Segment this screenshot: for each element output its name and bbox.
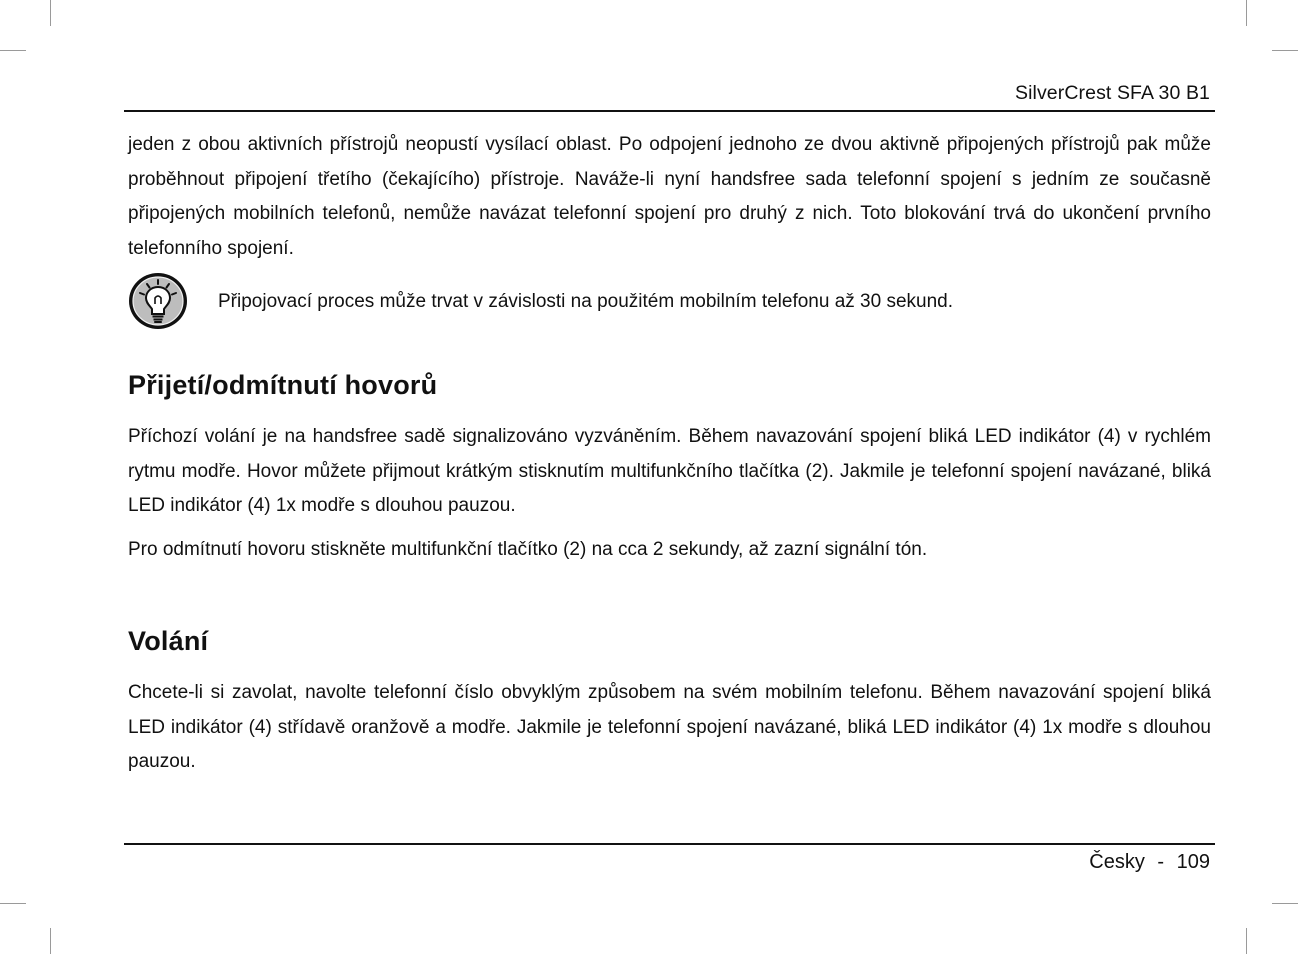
lightbulb-icon	[128, 272, 188, 330]
intro-paragraph-block	[128, 128, 1211, 266]
crop-mark	[1246, 0, 1247, 26]
accept-paragraph-1: Příchozí volání je na handsfree sadě signalizováno vyzváněním. Během navazování spojení bliká LED indikátor (4) v rychlém rytmu modře. Hovor můžete přijmout krátkým stisknutím multifunkčního tlačítka (2). Jakmile je telefonní spojení navázané, bliká LED indikátor (4) 1x modře s dlouhou pauzou.	[128, 426, 1211, 516]
call-paragraph-block	[128, 676, 1211, 780]
footer-rule	[124, 843, 1215, 845]
call-paragraph: Chcete-li si zavolat, navolte telefonní číslo obvyklým způsobem na svém mobilním telefonu. Během navazování spojení bliká LED indikátor (4) střídavě oranžově a modře. Jakmile je telefonní spojení navázané, bliká LED indikátor (4) 1x modře s dlouhou pauzou.	[128, 682, 1211, 772]
accept-paragraph-2: Pro odmítnutí hovoru stiskněte multifunkční tlačítko (2) na cca 2 sekundy, až zazní signální tón.	[128, 539, 928, 560]
page-footer	[1089, 851, 1210, 874]
crop-mark	[1272, 903, 1298, 904]
accept-paragraph-1-block	[128, 420, 1211, 524]
crop-mark	[50, 928, 51, 954]
crop-mark	[50, 0, 51, 26]
crop-mark	[1246, 928, 1247, 954]
section-heading-accept-reject: Přijetí/odmítnutí hovorů	[128, 370, 438, 400]
accept-paragraph-2-block	[128, 533, 1211, 568]
page-header-title: SilverCrest SFA 30 B1	[1014, 82, 1210, 104]
footer-separator: -	[1157, 851, 1165, 873]
header-rule	[124, 110, 1215, 112]
crop-mark	[0, 50, 26, 51]
intro-paragraph: jeden z obou aktivních přístrojů neopustí vysílací oblast. Po odpojení jednoho ze dvou aktivně připojených přístrojů pak může proběhnout připojení třetího (čekajícího) přístroje. Naváže-li nyní handsfree sada telefonní spojení s jedním ze současně připojených mobilních telefonů, nemůže navázat telefonní spojení pro druhý z nich. Toto blokování trvá do ukončení prvního telefonního spojení.	[128, 134, 1211, 259]
tip-text: Připojovací proces může trvat v závislosti na použitém mobilním telefonu až 30 sekund.	[218, 291, 954, 312]
tip-note	[128, 272, 1211, 332]
crop-mark	[1272, 50, 1298, 51]
section-heading-calling: Volání	[128, 626, 209, 656]
footer-language: Česky	[1089, 851, 1145, 873]
crop-mark	[0, 903, 26, 904]
page-number: 109	[1176, 851, 1210, 873]
